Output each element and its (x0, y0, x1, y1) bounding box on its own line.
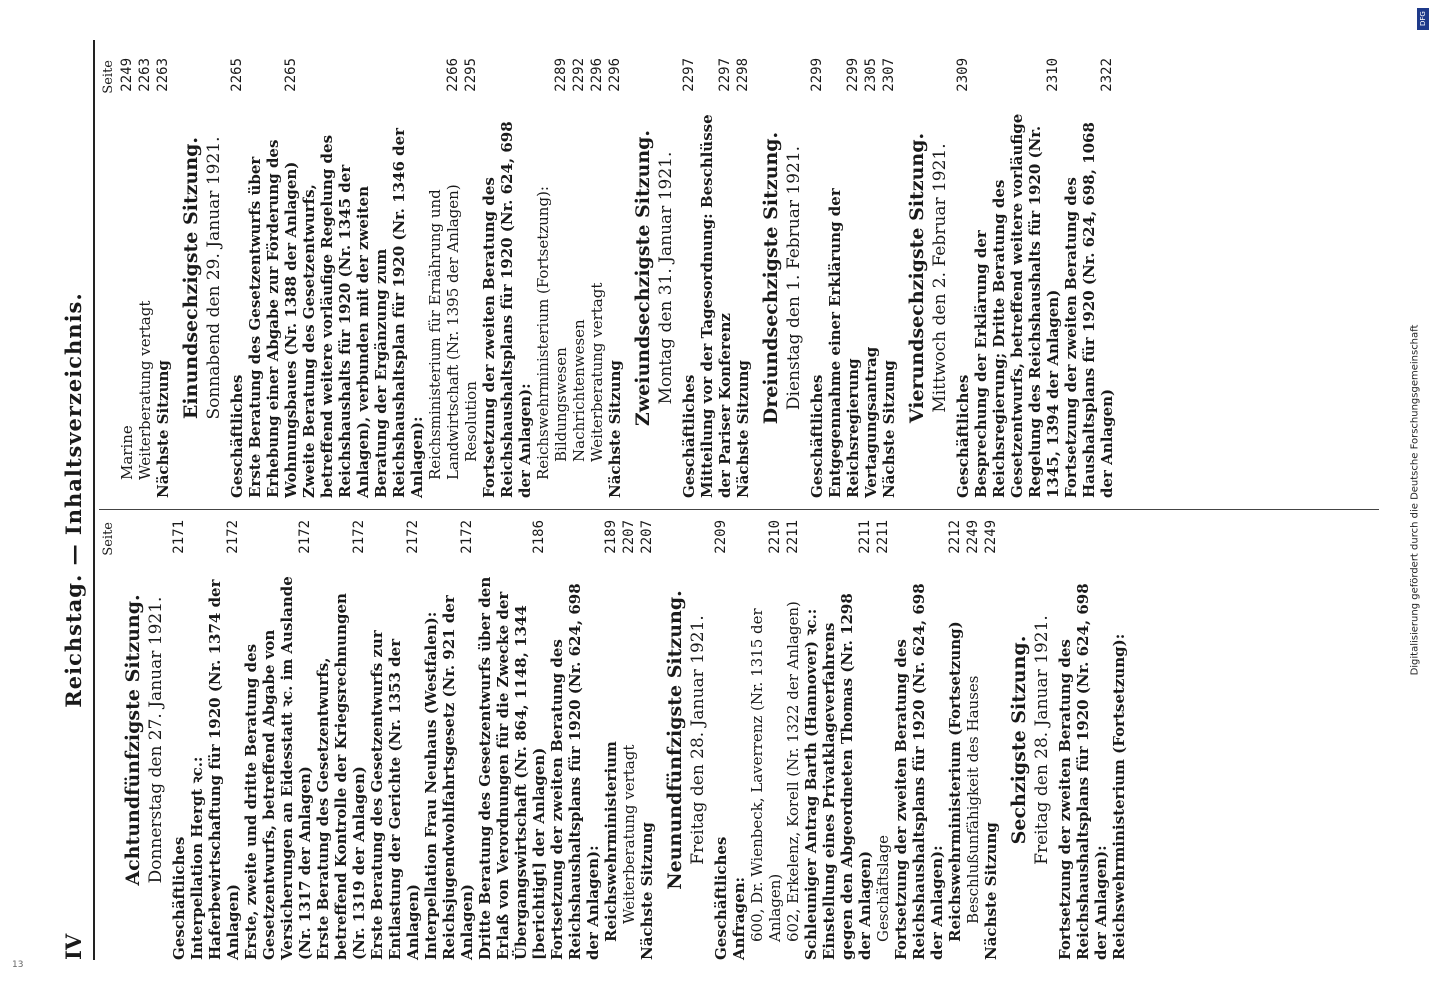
toc-entry-text: Fortsetzung der zweiten Beratung des Reichshaushaltsplans für 1920 (Nr. 624, 698 der Anlagen): (480, 121, 534, 498)
toc-entry-text: Nächste Sitzung (638, 822, 656, 960)
toc-entry (946, 520, 964, 960)
column-separator (99, 509, 1379, 510)
toc-entry (570, 58, 588, 498)
toc-entry (1110, 520, 1128, 960)
toc-entry-text: Zweite Beratung des Gesetzentwurfs, betreffend weitere vorläufige Regelung des Reichshaushalts für 1920 (Nr. 1345 der Anlagen), verbunden mit der zweiten Beratung der Ergänzung zum Reichshaushaltsplan für 1920 (Nr. 1346 der Anlagen): (300, 127, 426, 498)
toc-entry (748, 520, 784, 960)
toc-entry (874, 520, 892, 960)
toc-entry-text: Beschlußunfähigkeit des Hauses (964, 675, 982, 924)
seite-label: Seite (101, 60, 116, 94)
sitting-date: Sonnabend den 29. Januar 1921. (204, 136, 224, 420)
toc-entry-page: 2172 (297, 520, 313, 554)
toc-entry-text: Resolution (462, 381, 480, 462)
sitting-date: Freitag den 28. Januar 1921. (688, 615, 708, 865)
sitting-date: Dienstag den 1. Februar 1921. (784, 145, 804, 411)
toc-entry-text: Interpellation Hergt ꝛc.: Haferbewirtschaftung für 1920 (Nr. 1374 der Anlagen) (188, 579, 242, 960)
toc-entry-text: Weiterberatung vertagt (588, 282, 606, 462)
toc-entry-text: Erste Beratung des Gesetzentwurfs über Erhebung einer Abgabe zur Förderung des Wohnungsbaues (Nr. 1388 der Anlagen) (246, 139, 300, 498)
toc-entry-page: 2307 (881, 58, 897, 92)
sitting-section (122, 520, 656, 960)
sitting-section (632, 58, 752, 498)
toc-entry (964, 520, 982, 960)
toc-entry-page: 2309 (955, 58, 971, 92)
toc-entry (462, 58, 480, 498)
toc-entry-text: 600, Dr. Wienbeck, Laverrenz (Nr. 1315 der Anlagen) (748, 608, 784, 942)
toc-entry-page: 2299 (809, 58, 825, 92)
toc-entry-page: 2249 (965, 520, 981, 554)
page-number: IV (61, 933, 86, 960)
toc-entry-page: 2296 (589, 58, 605, 92)
toc-entry-page: 2298 (735, 58, 751, 92)
sitting-section (664, 520, 1000, 960)
toc-entry-text: Erste Beratung des Gesetzentwurfs zur Entlastung der Gerichte (Nr. 1353 der Anlagen) (368, 630, 422, 960)
toc-entry (552, 58, 570, 498)
toc-entry-page: 2296 (607, 58, 623, 92)
toc-entry-text: Mitteilung vor der Tagesordnung: Beschlüsse der Pariser Konferenz (698, 114, 734, 498)
toc-entry (136, 58, 154, 498)
sitting-heading: Neunundfünfzigste Sitzung. (664, 590, 686, 890)
right-column (101, 58, 1124, 498)
toc-entry-text: Bildungswesen (552, 347, 570, 462)
toc-entry-page: 2249 (983, 520, 999, 554)
toc-entry (228, 58, 246, 498)
toc-entry (862, 58, 880, 498)
toc-entry-text: Anfragen: (730, 876, 748, 960)
toc-entry-text: Weiterberatung vertagt (620, 744, 638, 924)
toc-entry (534, 58, 552, 498)
sitting-heading: Zweiundsechzigste Sitzung. (632, 129, 654, 427)
toc-entry-page: 2266 (445, 58, 461, 92)
toc-entry-text: Nächste Sitzung (880, 360, 898, 498)
toc-entry (808, 58, 826, 498)
toc-entry-page: 2172 (351, 520, 367, 554)
toc-entry (602, 520, 620, 960)
toc-entry (972, 58, 1062, 498)
toc-entry-text: Reichswehrministerium (602, 741, 620, 942)
toc-entry (734, 58, 752, 498)
sitting-date: Freitag den 28. Januar 1921. (1032, 615, 1052, 865)
margin-mark: 13 (12, 960, 24, 970)
toc-entry (826, 58, 862, 498)
toc-entry-text: Besprechung der Erklärung der Reichsregierung; Dritte Beratung des Gesetzentwurfs, betreffend weitere vorläufige Regelung des Reichshaushalts für 1920 (Nr. 1345, 1394 der Anlagen) (972, 113, 1062, 498)
toc-entry (368, 520, 422, 960)
toc-entry-text: Fortsetzung der zweiten Beratung des Reichshaushaltsplans für 1920 (Nr. 624, 698 der Anlagen): (548, 583, 602, 960)
sitting-section (1008, 520, 1128, 960)
left-column-body (122, 520, 1128, 960)
toc-entry-page: 2310 (1045, 58, 1061, 92)
toc-entry (1056, 520, 1110, 960)
toc-entry (1062, 58, 1116, 498)
toc-entry-text: Geschäftliches (712, 836, 730, 960)
toc-entry (712, 520, 730, 960)
toc-entry-page: 2211 (857, 520, 873, 554)
toc-entry-page: 2172 (405, 520, 421, 554)
toc-entry-page: 2297 (681, 58, 697, 92)
toc-entry-page: 2212 (947, 520, 963, 554)
toc-entry-text: Erste, zweite und dritte Beratung des Gesetzentwurfs, betreffend Abgabe von Versicherungen an Eidesstatt ꝛc. im Auslande (Nr. 1317 der Anlagen) (242, 576, 314, 960)
toc-entry-text: Nächste Sitzung (734, 360, 752, 498)
toc-entry (638, 520, 656, 960)
toc-entry (314, 520, 368, 960)
toc-entry-page: 2305 (863, 58, 879, 92)
toc-entry (548, 520, 602, 960)
toc-entry (154, 58, 172, 498)
toc-entry-text: Geschäftliches (228, 374, 246, 498)
toc-entry-page: 2295 (463, 58, 479, 92)
toc-entry-page: 2322 (1099, 58, 1115, 92)
toc-entry (246, 58, 300, 498)
toc-entry (954, 58, 972, 498)
toc-entry (730, 520, 748, 960)
toc-entry-text: Reichsministerium für Ernährung und Landwirtschaft (Nr. 1395 der Anlagen) (426, 184, 462, 480)
toc-entry-page: 2211 (875, 520, 891, 554)
toc-entry (620, 520, 638, 960)
rotated-page (55, 40, 1385, 960)
toc-entry-text: Reichswehrministerium (Fortsetzung) (946, 621, 964, 942)
toc-entry (588, 58, 606, 498)
toc-entry (802, 520, 874, 960)
sitting-date: Mittwoch den 2. Februar 1921. (930, 143, 950, 413)
toc-entry-text: Nachrichtenwesen (570, 319, 588, 462)
toc-entry-text: Nächste Sitzung (982, 822, 1000, 960)
toc-entry-page: 2299 (845, 58, 861, 92)
toc-entry-page: 2172 (225, 520, 241, 554)
toc-entry-text: Schleuniger Antrag Barth (Hannover) ꝛc.: Einstellung eines Privatklageverfahrens gegen den Abgeordneten Thomas (Nr. 1298 der Anlagen) (802, 593, 874, 960)
toc-entry-text: Fortsetzung der zweiten Beratung des Reichshaushaltsplans für 1920 (Nr. 624, 698 der Anlagen): (892, 583, 946, 960)
page-header (55, 40, 95, 960)
page-title: Reichstag. — Inhaltsverzeichnis. (61, 292, 86, 708)
sitting-section (906, 58, 1116, 498)
toc-entry-page: 2207 (639, 520, 655, 554)
toc-entry-text: Geschäftliches (170, 836, 188, 960)
toc-entry (880, 58, 898, 498)
toc-entry (480, 58, 534, 498)
toc-entry (170, 520, 188, 960)
toc-entry-page: 2207 (621, 520, 637, 554)
sitting-section (118, 58, 172, 498)
toc-entry-page: 2210 (767, 520, 783, 554)
sitting-date: Donnerstag den 27. Januar 1921. (146, 596, 166, 884)
toc-entry-text: Geschäftslage (874, 834, 892, 942)
toc-entry-text: Weiterberatung vertagt (136, 300, 154, 480)
toc-entry-text: Geschäftliches (680, 374, 698, 498)
toc-entry-page: 2289 (553, 58, 569, 92)
toc-entry-text: Vertagungsantrag (862, 346, 880, 498)
toc-entry-text: Reichswehrministerium (Fortsetzung): (534, 186, 552, 480)
sitting-heading: Vierundsechzigste Sitzung. (906, 132, 928, 424)
toc-entry-page: 2265 (283, 58, 299, 92)
toc-entry-page: 2292 (571, 58, 587, 92)
right-column-body (118, 58, 1116, 498)
sitting-heading: Einundsechzigste Sitzung. (180, 136, 202, 420)
toc-entry-text: Dritte Beratung des Gesetzentwurfs über den Erlaß von Verordnungen für die Zwecke der Übergangswirtschaft (Nr. 864, 1148, 1344 [berichtigt] der Anlagen) (476, 576, 548, 960)
toc-entry-text: 602, Erkelenz, Korell (Nr. 1322 der Anlagen) (784, 601, 802, 942)
toc-entry-page: 2249 (119, 58, 135, 92)
toc-entry-page: 2265 (229, 58, 245, 92)
toc-entry (188, 520, 242, 960)
toc-entry-page: 2171 (171, 520, 187, 554)
toc-entry-page: 2211 (785, 520, 801, 554)
toc-entry-text: Interpellation Frau Neuhaus (Westfalen): Reichsjugendwohlfahrtsgesetz (Nr. 921 der Anlagen) (422, 595, 476, 960)
toc-entry-text: Nächste Sitzung (154, 360, 172, 498)
toc-entry (982, 520, 1000, 960)
sitting-heading: Sechzigste Sitzung. (1008, 635, 1030, 845)
toc-entry-page: 2189 (603, 520, 619, 554)
toc-entry (242, 520, 314, 960)
toc-entry-text: Erste Beratung des Gesetzentwurfs, betreffend Kontrolle der Kriegsrechnungen (Nr. 1319 der Anlagen) (314, 593, 368, 960)
toc-entry-text: Geschäftliches (808, 374, 826, 498)
toc-entry (118, 58, 136, 498)
sitting-section (760, 58, 898, 498)
digitization-note: Digitalisierung gefördert durch die Deutsche Forschungsgemeinschaft (1409, 324, 1421, 676)
sitting-date: Montag den 31. Januar 1921. (656, 151, 676, 405)
sitting-section (180, 58, 624, 498)
toc-entry (698, 58, 734, 498)
toc-entry-text: Fortsetzung der zweiten Beratung des Haushaltsplans für 1920 (Nr. 624, 698, 1068 der Anlagen) (1062, 122, 1116, 498)
seite-label: Seite (101, 522, 116, 556)
toc-entry (784, 520, 802, 960)
dfg-logo: DFG (1417, 8, 1429, 30)
toc-entry-text: Geschäftliches (954, 374, 972, 498)
toc-entry-page: 2263 (155, 58, 171, 92)
toc-entry-page: 2297 (717, 58, 733, 92)
toc-entry-text: Nächste Sitzung (606, 360, 624, 498)
toc-entry (426, 58, 462, 498)
header-rule (93, 40, 95, 960)
toc-entry (300, 58, 426, 498)
toc-entry (476, 520, 548, 960)
toc-entry-page: 2209 (713, 520, 729, 554)
toc-entry (680, 58, 698, 498)
toc-entry-page: 2263 (137, 58, 153, 92)
toc-entry-text: Entgegennahme einer Erklärung der Reichsregierung (826, 188, 862, 498)
toc-entry (892, 520, 946, 960)
toc-entry-page: 2172 (459, 520, 475, 554)
toc-entry (422, 520, 476, 960)
sitting-heading: Achtundfünfzigste Sitzung. (122, 594, 144, 886)
toc-entry (606, 58, 624, 498)
sitting-heading: Dreiundsechzigste Sitzung. (760, 131, 782, 425)
toc-entry-text: Reichswehrministerium (Fortsetzung): (1110, 633, 1128, 960)
toc-entry-text: Marine (118, 425, 136, 480)
toc-entry-text: Fortsetzung der zweiten Beratung des Reichshaushaltsplans für 1920 (Nr. 624, 698 der Anlagen): (1056, 583, 1110, 960)
toc-entry-page: 2186 (531, 520, 547, 554)
left-column (101, 520, 1136, 960)
